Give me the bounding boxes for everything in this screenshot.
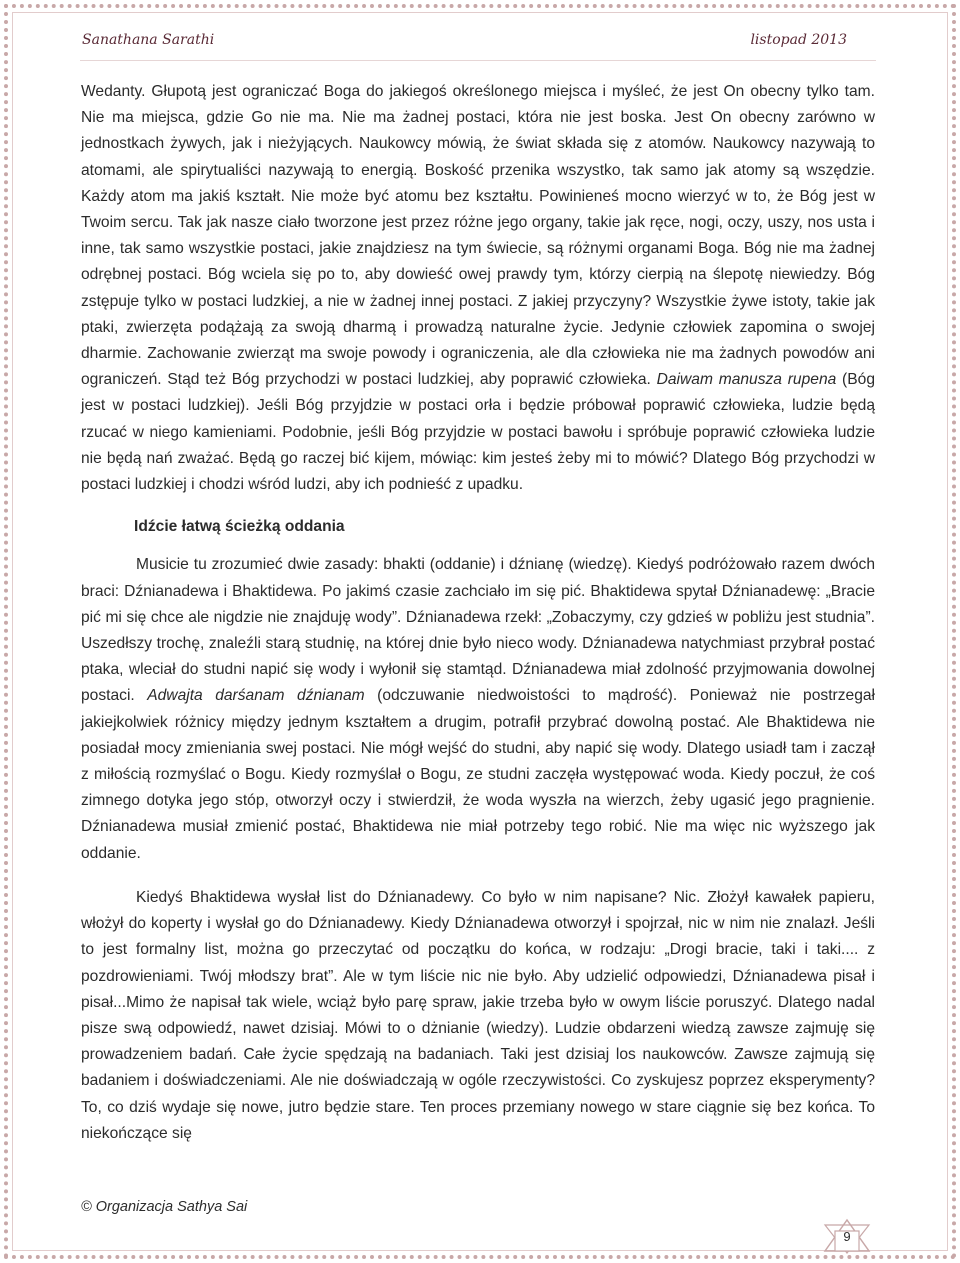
paragraph-2 (81, 552, 875, 866)
paragraph-2-text-a: Musicie tu zrozumieć dwie zasady: bhakti (oddanie) i dźnianę (wiedzę). Kiedyś podróżowało razem dwóch braci: Dźnianadewa i Bhaktidewa. Po jakimś czasie zachciało im się pić. Bhaktidewa spytał Dźnianadewę: „Bracie pić mi się chce ale nigdzie nie znajduję wody”. Dźnianadewa rzekł: „Zobaczymy, czy gdzieś w pobliżu jest studnia”. Uszedłszy trochę, znaleźli starą studnię, na której dnie było nieco wody. Dźnianadewa natychmiast przybrał postać ptaka, wleciał do studni napić się wody i wyłonił się stamtąd. Dźnianadewa miał zdolność przyjmowania dowolnej postaci. (81, 556, 875, 705)
header-rule (80, 60, 876, 61)
page-number: 9 (843, 1229, 851, 1244)
section-heading: Idźcie łatwą ścieżką oddania (134, 518, 345, 536)
issue-date: listopad 2013 (750, 32, 847, 48)
paragraph-1-text-b: (Bóg jest w postaci ludzkiej). Jeśli Bóg przyjdzie w postaci orła i będzie próbował poprawić człowieka, ludzie będą rzucać w niego kamieniami. Podobnie, jeśli Bóg przyjdzie w postaci bawołu i spróbuje poprawić człowieka ludzie nie będą nań zważać. Będą go raczej bić kijem, mówiąc: kim jesteś żeby mi to mówić? Dlatego Bóg przychodzi w postaci ludzkiej i chodzi wśród ludzi, aby ich podnieść z upadku. (81, 371, 875, 494)
copyright-footer: © Organizacja Sathya Sai (81, 1199, 248, 1215)
paragraph-1 (81, 79, 875, 498)
paragraph-3: Kiedyś Bhaktidewa wysłał list do Dźnianadewy. Co było w nim napisane? Nic. Złożył kawałek papieru, włożył do koperty i wysłał go do Dźnianadewy. Kiedy Dźnianadewa otworzył i spojrzał, nic w nim nie znalazł. Jeśli to jest formalny list, można go przeczytać od początku do końca, w rodzaju: „Drogi bracie, taki i taki.... z pozdrowieniami. Twój młodszy brat”. Ale w tym liście nic nie było. Aby udzielić odpowiedzi, Dźnianadewa pisał i pisał...Mimo że napisał tak wiele, wciąż było parę spraw, jakie trzeba było w owym liście poruszyć. Dlatego nadal pisze swą odpowiedź, nawet dzisiaj. Mówi to o dżnianie (wiedzy). Ludzie obdarzeni wiedzą zawsze zajmuję się prowadzeniem badań. Całe życie spędzają na badaniach. Taki jest dzisiaj los naukowców. Zawsze zajmują się badaniem i doświadczeniami. Ale nie doświadczają w ogóle rzeczywistości. Co zyskujesz poprzez eksperymenty? To, co dziś wydaje się nowe, jutro będzie stare. Ten proces przemiany nowego w stare ciągnie się bez końca. To niekończące się (81, 888, 875, 1142)
paragraph-1-text-a: Wedanty. Głupotą jest ograniczać Boga do jakiegoś określonego miejsca i myśleć, że jest On obecny tylko tam. Nie ma miejsca, gdzie Go nie ma. Nie ma żadnej postaci, która nie jest boska. Jest On obecny zarówno w jednostkach żywych, jak i nieżyjących. Naukowcy mówią, że świat składa się z atomów. Naukowcy nazywają to atomami, ale spirytualiści nazywają to energią. Boskość przenika wszystko, tak samo jak atomy są wszędzie. Każdy atom ma jakiś kształt. Nie może być atomu bez kształtu. Powinieneś mocno wierzyć w to, że Bóg jest w Twoim sercu. Tak jak nasze ciało tworzone jest przez różne jego organy, takie jak ręce, nogi, oczy, uszy, nos usta i inne, tak samo wszystkie postaci, jakie znajdziesz na tym świecie, są różnymi organami Boga. Bóg nie ma żadnej odrębnej postaci. Bóg wciela się po to, aby dowieść owej prawdy tym, którzy cierpią na ślepotę niewiedzy. Bóg zstępuje tylko w postaci ludzkiej, a nie w żadnej innej postaci. Z jakiej przyczyny? Wszystkie żywe istoty, takie jak ptaki, zwierzęta podążają za swoją dharmą i prowadzą naturalne życie. Jedynie człowiek zapomina o swojej dharmie. Zachowanie zwierząt ma swoje powody i ograniczenia, ale dla człowieka nie ma żadnych powodów ani ograniczeń. Stąd też Bóg przychodzi w postaci ludzkiej, aby poprawić człowieka. (81, 83, 875, 389)
publication-title: Sanathana Sarathi (82, 32, 215, 48)
paragraph-2-text-b: (odczuwanie niedwoistości to mądrość). Ponieważ nie postrzegał jakiejkolwiek różnicy między jednym kształtem a drugim, potrafił przybrać dowolną postać. Ale Bhaktidewa nie posiadał mocy zmieniania swej postaci. Nie mógł wejść do studni, aby napić się wody. Dlatego usiadł tam i zaczął z miłością rozmyślać o Bogu. Kiedy rozmyślał o Bogu, ze studni zaczęła występować woda. Kiedy poczuł, że coś zimnego dotyka jego stóp, otworzył oczy i stwierdził, że woda wyszła na wierzch, żeby ugasić jego pragnienie. Dźnianadewa musiał zmienić postać, Bhaktidewa nie miał potrzeby tego robić. Nie ma więc nic wyższego jak oddanie. (81, 687, 875, 862)
paragraph-2-italic: Adwajta darśanam dźnianam (147, 687, 365, 705)
page-number-badge (821, 1217, 873, 1255)
page-header (82, 32, 847, 54)
article-body (81, 79, 875, 1147)
paragraph-1-italic: Daiwam manusza rupena (656, 371, 837, 389)
